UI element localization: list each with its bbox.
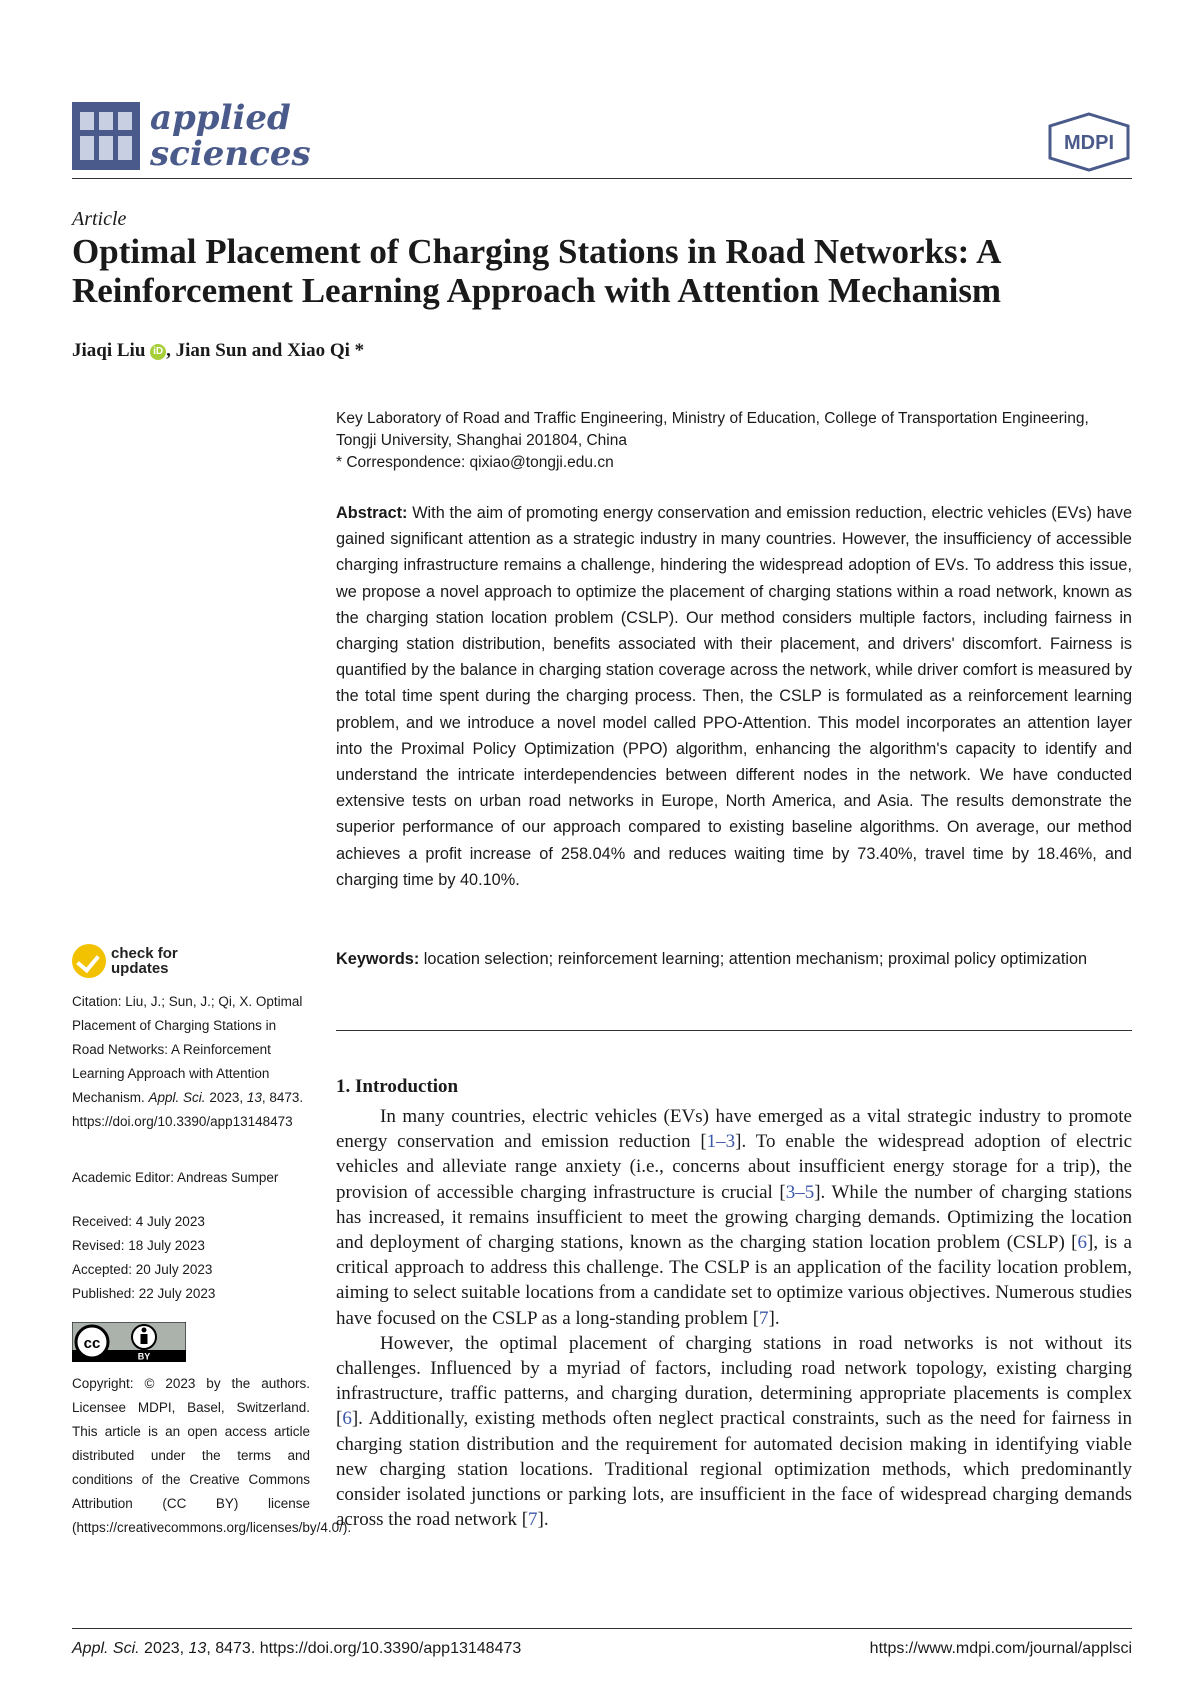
header-divider xyxy=(72,178,1132,179)
date-accepted: Accepted: 20 July 2023 xyxy=(72,1262,213,1277)
citation-link[interactable]: 6 xyxy=(342,1408,352,1430)
journal-name-line1: applied xyxy=(150,98,291,138)
footer-divider xyxy=(72,1628,1132,1629)
academic-editor: Academic Editor: Andreas Sumper xyxy=(72,1170,279,1185)
checkmark-icon xyxy=(72,944,106,978)
check-updates-line2: updates xyxy=(111,960,169,977)
footer-year: 2023, xyxy=(139,1640,189,1657)
citation-link[interactable]: 7 xyxy=(528,1509,538,1531)
keywords-label: Keywords: xyxy=(336,950,420,968)
paragraph-2 xyxy=(336,1331,1132,1533)
citation-text: Citation: Liu, J.; Sun, J.; Qi, X. Optimal Placement of Charging Stations in Road Networks: A Reinforcement Learning Approach with Attention Mechanism. xyxy=(72,994,303,1105)
text-run: ]. Additionally, existing methods often neglect practical constraints, such as the need for fairness in charging station distribution and the requirement for automated decision making in identifying viable new charging station locations. Traditional regional optimization methods, which predominantly consider isolated junctions or parking lots, are insufficient in the face of widespread charging demands across the road network [ xyxy=(336,1408,1132,1531)
mdpi-logo xyxy=(1046,112,1132,172)
author-first: Jiaqi Liu xyxy=(72,340,146,361)
citation-volume: 13 xyxy=(246,1090,262,1105)
keywords xyxy=(336,946,1132,972)
affiliation-line1: Key Laboratory of Road and Traffic Engineering, Ministry of Education, College of Transportation Engineering, xyxy=(336,410,1089,427)
paragraph-1 xyxy=(336,1104,1132,1331)
affiliation-line2: Tongji University, Shanghai 201804, China xyxy=(336,432,627,449)
section-heading: 1. Introduction xyxy=(336,1076,459,1097)
date-published: Published: 22 July 2023 xyxy=(72,1286,216,1301)
citation-link[interactable]: 1–3 xyxy=(706,1131,736,1153)
orcid-icon[interactable]: iD xyxy=(150,344,166,360)
footer-citation xyxy=(72,1640,521,1658)
copyright-notice: Copyright: © 2023 by the authors. Licensee MDPI, Basel, Switzerland. This article is an open access article distributed under the terms and conditions of the Creative Commons Attribution (CC BY) license (https://creativecommons.org/licenses/by/4.0/). xyxy=(72,1376,352,1535)
cc-label: cc xyxy=(83,1335,101,1352)
cc-by-license-icon[interactable] xyxy=(72,1322,186,1362)
footer-volume: 13 xyxy=(188,1640,207,1657)
citation-link[interactable]: 6 xyxy=(1077,1232,1088,1254)
citation-year: 2023, xyxy=(205,1090,247,1105)
check-for-updates-button[interactable] xyxy=(72,944,178,978)
date-received: Received: 4 July 2023 xyxy=(72,1214,205,1229)
text-run: ]. xyxy=(537,1509,549,1531)
abstract-text: With the aim of promoting energy conservation and emission reduction, electric vehicles (EVs) have gained significant attention as a strategic industry in many countries. However, the insufficiency of accessible charging infrastructure remains a challenge, hindering the widespread adoption of EVs. To address this issue, we propose a novel approach to optimize the placement of charging stations within a road network, known as the charging station location problem (CSLP). Our method considers multiple factors, including fairness in charging station distribution, benefits associated with their placement, and drivers' discomfort. Fairness is quantified by the balance in charging station coverage across the network, while driver comfort is measured by the total time spent during the charging process. Then, the CSLP is formulated as a reinforcement learning problem, and we introduce a novel model called PPO-Attention. This model incorporates an attention layer into the Proximal Policy Optimization (PPO) algorithm, enhancing the algorithm's capacity to identify and understand the intricate interdependencies between different nodes in the network. We have conducted extensive tests on urban road networks in Europe, North America, and Asia. The results demonstrate the superior performance of our approach compared to existing baseline algorithms. On average, our method achieves a profit increase of 258.04% and reduces waiting time by 73.40%, travel time by 18.46%, and charging time by 40.10%. xyxy=(336,504,1132,889)
check-updates-line1: check for xyxy=(111,945,178,962)
text-run: ], is a critical approach to address this challenge. The CSLP is an application of the facility location problem, aiming to select suitable locations from a candidate set to optimize various objectives. Numerous studies have focused on the CSLP as a long-standing problem [ xyxy=(336,1232,1132,1329)
text-run: ]. xyxy=(768,1307,780,1329)
footer-journal: Appl. Sci. xyxy=(72,1640,140,1657)
citation-link[interactable]: 3–5 xyxy=(785,1181,815,1203)
correspondence: * Correspondence: qixiao@tongji.edu.cn xyxy=(336,454,614,471)
body-text xyxy=(336,1104,1132,1532)
text-run: In many countries, electric vehicles (EVs) have emerged as a vital strategic industry to promote energy conservation and emission reduction [ xyxy=(336,1106,1132,1153)
publication-dates xyxy=(72,1210,215,1306)
article-title: Optimal Placement of Charging Stations in Road Networks: A Reinforcement Learning Approach with Attention Mechanism xyxy=(72,232,1002,310)
citation-link[interactable]: 7 xyxy=(759,1307,769,1329)
text-run: ]. To enable the widespread adoption of electric vehicles and alleviate range anxiety (i.e., concerns about insufficient energy storage for a trip), the provision of accessible charging infrastructure is crucial [ xyxy=(336,1131,1132,1203)
citation-block xyxy=(72,990,312,1134)
journal-name-line2: sciences xyxy=(150,134,311,174)
text-run: ]. While the number of charging stations has increased, it remains insufficient to meet the growing charging demands. Optimizing the location and deployment of charging stations, known as the charging station location problem (CSLP) [ xyxy=(336,1181,1132,1254)
citation-journal: Appl. Sci. xyxy=(148,1090,206,1105)
footer-journal-url[interactable]: https://www.mdpi.com/journal/applsci xyxy=(869,1640,1132,1657)
date-revised: Revised: 18 July 2023 xyxy=(72,1238,205,1253)
article-type: Article xyxy=(72,208,127,230)
abstract xyxy=(336,500,1132,893)
abstract-divider xyxy=(336,1030,1132,1031)
abstract-label: Abstract: xyxy=(336,504,408,522)
mdpi-logo-text: MDPI xyxy=(1064,132,1114,154)
journal-logo xyxy=(72,100,311,172)
journal-name xyxy=(150,100,311,172)
footer-doi[interactable]: , 8473. https://doi.org/10.3390/app13148473 xyxy=(206,1640,522,1657)
by-label: BY xyxy=(137,1351,151,1362)
affiliation-block xyxy=(336,408,1132,474)
author-list xyxy=(72,340,364,362)
text-run: However, the optimal placement of charging stations in road networks is not without its challenges. Influenced by a myriad of factors, including road network topology, existing charging infrastructure, traffic patterns, and charging duration, determining appropriate placements is complex [ xyxy=(336,1332,1132,1430)
author-rest: , Jian Sun and Xiao Qi * xyxy=(166,340,365,361)
journal-logo-mark xyxy=(72,102,140,170)
keywords-text: location selection; reinforcement learning; attention mechanism; proximal policy optimization xyxy=(423,950,1088,968)
citation-doi[interactable]: , 8473. https://doi.org/10.3390/app13148473 xyxy=(72,1090,304,1129)
